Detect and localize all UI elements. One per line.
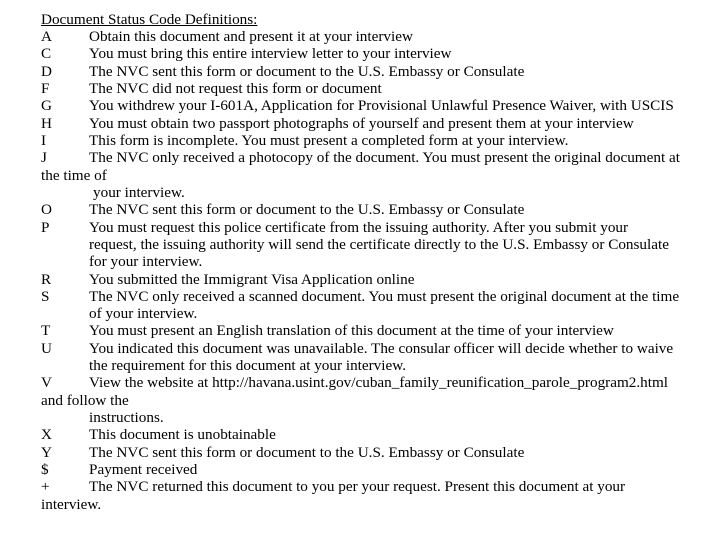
- code-definition-s: The NVC only received a scanned document. You must present the original document at the time: [89, 288, 680, 305]
- code-letter-p: P: [41, 219, 50, 236]
- code-definition-plus-wrap: interview.: [41, 496, 102, 513]
- code-definition-x: This document is unobtainable: [89, 426, 276, 443]
- code-letter-h: H: [41, 115, 52, 132]
- code-definition-p-line2: request, the issuing authority will send the certificate directly to the U.S. Embassy or Consulate: [89, 236, 669, 253]
- code-definition-v-wrap: and follow the: [41, 392, 129, 409]
- code-letter-v: V: [41, 374, 52, 391]
- code-definition-i: This form is incomplete. You must present a completed form at your interview.: [89, 132, 569, 149]
- code-letter-y: Y: [41, 444, 52, 461]
- code-definition-y: The NVC sent this form or document to the U.S. Embassy or Consulate: [89, 444, 525, 461]
- code-definition-v: View the website at http://havana.usint.gov/cuban_family_reunification_parole_program2.html: [89, 374, 669, 391]
- code-letter-d: D: [41, 63, 52, 80]
- code-definition-h: You must obtain two passport photographs of yourself and present them at your interview: [89, 115, 634, 132]
- code-letter-i: I: [41, 132, 47, 149]
- code-definition-p-line3: for your interview.: [89, 253, 203, 270]
- code-definition-d: The NVC sent this form or document to the U.S. Embassy or Consulate: [89, 63, 525, 80]
- code-definition-u-line2: the requirement for this document at your interview.: [89, 357, 407, 374]
- code-definition-o: The NVC sent this form or document to the U.S. Embassy or Consulate: [89, 201, 525, 218]
- code-definition-c: You must bring this entire interview letter to your interview: [89, 45, 452, 62]
- code-letter-t: T: [41, 322, 51, 339]
- code-letter-j: J: [41, 149, 47, 166]
- code-definition-p: You must request this police certificate from the issuing authority. After you submit your: [89, 219, 629, 236]
- code-definition-f: The NVC did not request this form or document: [89, 80, 382, 97]
- code-letter-o: O: [41, 201, 52, 218]
- code-definition-s-line2: of your interview.: [89, 305, 198, 322]
- code-definition-v-continued: instructions.: [89, 409, 164, 426]
- code-definition-j-wrap: the time of: [41, 167, 107, 184]
- code-letter-u: U: [41, 340, 52, 357]
- code-definition-t: You must present an English translation of this document at the time of your interview: [89, 322, 614, 339]
- page-title: Document Status Code Definitions:: [41, 11, 258, 28]
- code-definition-u: You indicated this document was unavailable. The consular officer will decide whether to waive: [89, 340, 674, 357]
- code-letter-s: S: [41, 288, 50, 305]
- code-letter-dollar: $: [41, 461, 49, 478]
- code-definition-a: Obtain this document and present it at your interview: [89, 28, 413, 45]
- code-letter-x: X: [41, 426, 52, 443]
- code-letter-r: R: [41, 271, 52, 288]
- code-letter-a: A: [41, 28, 52, 45]
- code-definition-j: The NVC only received a photocopy of the document. You must present the original document at: [89, 149, 680, 166]
- code-letter-plus: +: [41, 478, 50, 495]
- code-definition-r: You submitted the Immigrant Visa Application online: [89, 271, 415, 288]
- code-definition-dollar: Payment received: [89, 461, 198, 478]
- code-letter-f: F: [41, 80, 50, 97]
- code-letter-c: C: [41, 45, 52, 62]
- code-letter-g: G: [41, 97, 52, 114]
- code-definition-plus: The NVC returned this document to you per your request. Present this document at your: [89, 478, 626, 495]
- code-definition-j-continued: your interview.: [93, 184, 185, 201]
- code-definition-g: You withdrew your I-601A, Application for Provisional Unlawful Presence Waiver, with USCIS: [89, 97, 674, 114]
